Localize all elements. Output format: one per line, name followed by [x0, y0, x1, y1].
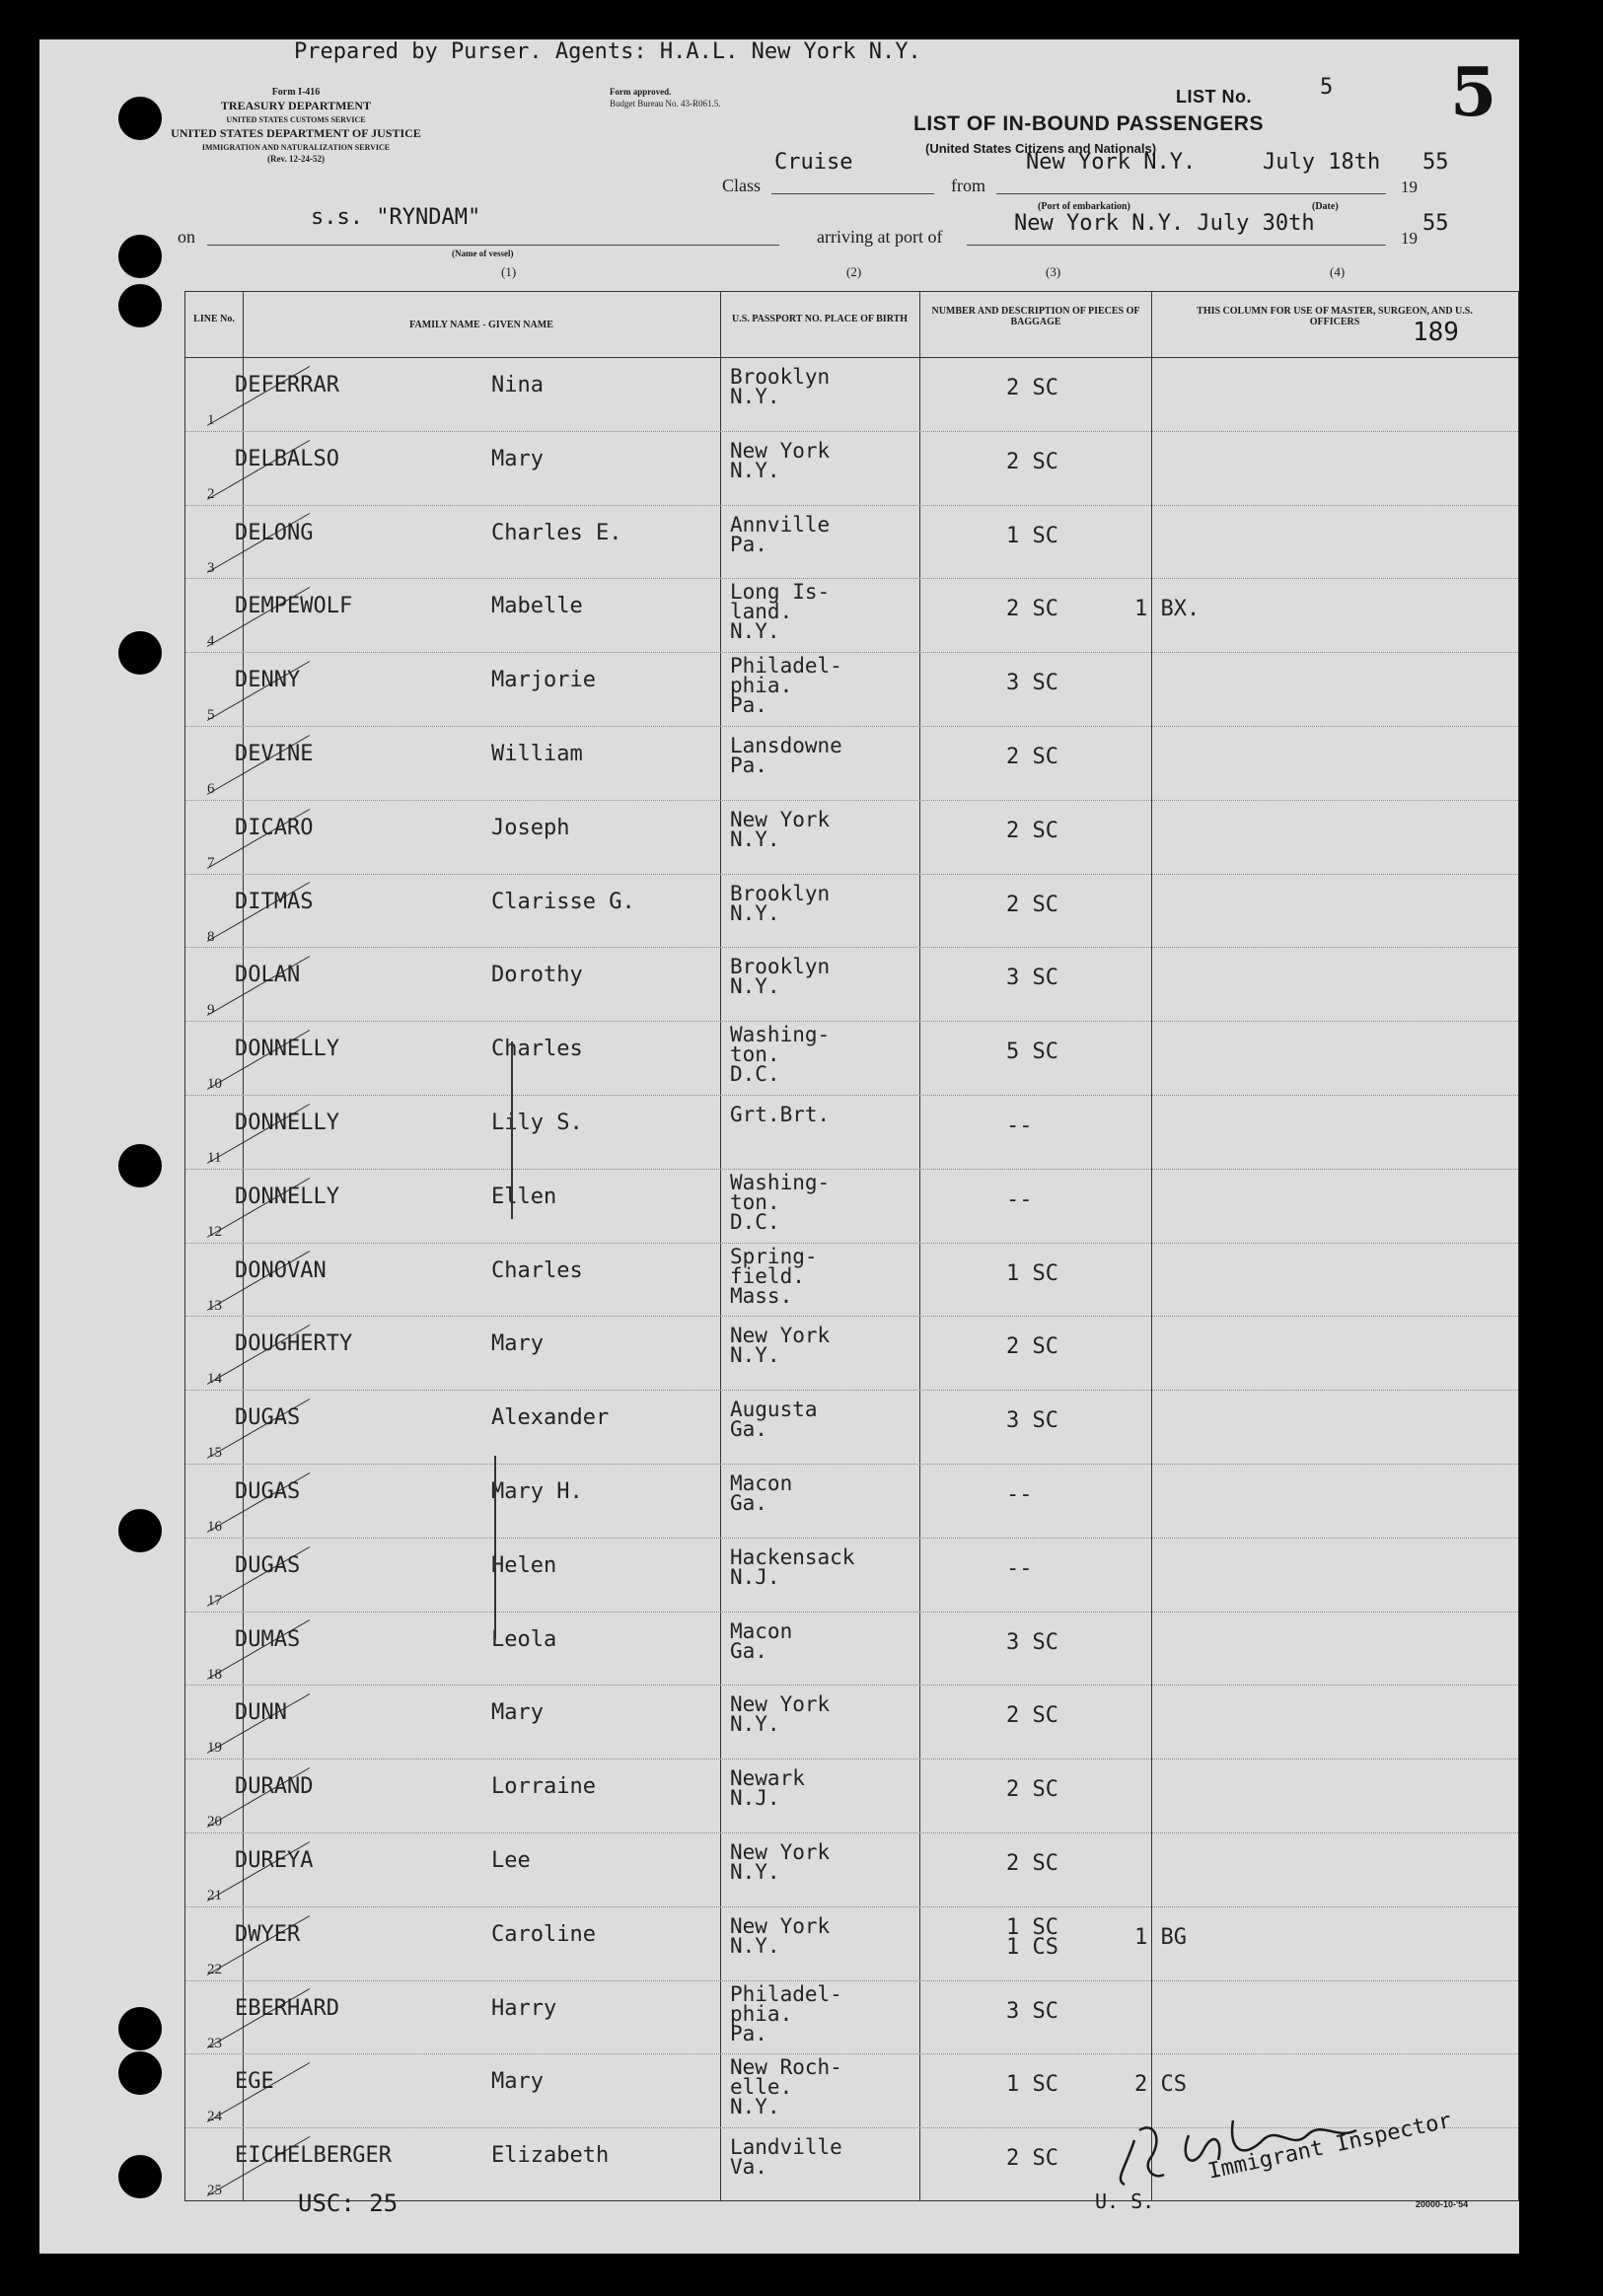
family-name: EICHELBERGER: [235, 2143, 392, 2169]
table-row: [185, 1980, 1518, 2054]
line-number: 25: [207, 2183, 222, 2199]
given-name: Harry: [491, 1995, 557, 2021]
baggage: 2 SC: [1006, 745, 1058, 769]
table-row: [185, 1316, 1518, 1390]
given-name: William: [491, 742, 583, 766]
place-of-birth: New York N.Y.: [730, 1840, 831, 1884]
baggage: --: [1006, 1113, 1033, 1138]
place-of-birth: New York N.Y.: [730, 438, 831, 482]
place-of-birth: Brooklyn N.Y.: [730, 955, 831, 999]
col-4-label: (4): [1330, 264, 1346, 279]
line-number: 12: [207, 1223, 222, 1240]
table-row: [185, 1832, 1518, 1906]
arriving-year: 55: [1422, 211, 1449, 236]
family-name: DENNY: [235, 668, 301, 693]
line-number: 24: [207, 2109, 222, 2125]
dept-treasury: TREASURY DEPARTMENT: [220, 99, 372, 112]
punch-hole: [118, 2051, 162, 2095]
line-number: 2: [207, 485, 215, 502]
header-line-no: LINE No.: [193, 314, 235, 324]
inspector-title: Immigrant Inspector: [1205, 2108, 1454, 2185]
place-of-birth: Augusta Ga.: [730, 1398, 818, 1442]
family-name: DOLAN: [235, 963, 301, 988]
arriving-port: New York N.Y. July 30th: [1014, 211, 1315, 236]
from-port: New York N.Y.: [1026, 150, 1197, 175]
family-name: DUGAS: [235, 1405, 301, 1431]
given-name: Marjorie: [491, 668, 596, 693]
place-of-birth: Brooklyn N.Y.: [730, 365, 831, 408]
header-baggage: NUMBER AND DESCRIPTION OF PIECES OF BAGGAGE: [931, 306, 1140, 327]
given-name: Mary: [491, 2069, 544, 2095]
given-name: Lee: [491, 1848, 531, 1873]
line-number: 1: [207, 412, 215, 428]
baggage: 2 SC: [1006, 892, 1058, 917]
place-of-birth: Spring- field. Mass.: [730, 1244, 818, 1308]
baggage: 3 SC: [1006, 1408, 1058, 1434]
baggage: 2 SC: [1006, 1334, 1058, 1360]
family-name: DOUGHERTY: [235, 1331, 353, 1357]
baggage: 1 SC: [1006, 2072, 1058, 2098]
baggage: 3 SC: [1006, 1998, 1058, 2024]
arriving-label: arriving at port of: [817, 227, 943, 247]
family-name: DWYER: [235, 1921, 301, 1947]
place-of-birth: Philadel- phia. Pa.: [730, 654, 842, 718]
given-name: Caroline: [491, 1921, 596, 1947]
line-number: 10: [207, 1076, 222, 1093]
family-name: DEMPEWOLF: [235, 594, 353, 619]
line-number: 3: [207, 559, 215, 576]
baggage: 3 SC: [1006, 966, 1058, 991]
given-name: Leola: [491, 1626, 557, 1652]
family-name: DUMAS: [235, 1626, 301, 1652]
family-name: EBERHARD: [235, 1995, 339, 2021]
baggage: --: [1006, 1482, 1033, 1507]
given-name: Mary: [491, 1331, 544, 1357]
family-bracket: [511, 1041, 513, 1219]
table-row: [185, 800, 1518, 874]
table-row: [185, 431, 1518, 505]
dept-customs: UNITED STATES CUSTOMS SERVICE: [226, 115, 366, 124]
usc-count: USC: 25: [298, 2189, 399, 2217]
line-number: 20: [207, 1814, 222, 1830]
table-row: [185, 1685, 1518, 1758]
place-of-birth: Annville Pa.: [730, 512, 831, 556]
class-value: Cruise: [774, 150, 853, 175]
dept-ins: IMMIGRATION AND NATURALIZATION SERVICE: [201, 143, 391, 152]
budget-bureau: Budget Bureau No. 43-R061.5.: [610, 99, 721, 108]
given-name: Charles E.: [491, 520, 622, 545]
list-no-stamp: 5: [1450, 53, 1497, 132]
line-number: 7: [207, 854, 215, 871]
punch-hole: [118, 235, 162, 278]
place-of-birth: Philadel- phia. Pa.: [730, 1981, 842, 2045]
line-number: 22: [207, 1961, 222, 1977]
given-name: Charles: [491, 1037, 583, 1062]
place-of-birth: New York N.Y.: [730, 1324, 831, 1368]
place-of-birth: Brooklyn N.Y.: [730, 881, 831, 925]
family-name: DONNELLY: [235, 1037, 339, 1062]
place-of-birth: Hackensack N.J.: [730, 1544, 855, 1589]
table-row: [185, 1021, 1518, 1095]
line-number: 16: [207, 1519, 222, 1535]
baggage: 3 SC: [1006, 1629, 1058, 1655]
baggage: 2 SC: [1006, 818, 1058, 843]
place-of-birth: Macon Ga.: [730, 1618, 793, 1663]
baggage: --: [1006, 1555, 1033, 1581]
punch-hole: [118, 2155, 162, 2198]
punch-hole: [118, 1509, 162, 1552]
family-name: DEVINE: [235, 742, 314, 766]
given-name: Charles: [491, 1257, 583, 1283]
table-row: [185, 726, 1518, 800]
punch-hole: [118, 284, 162, 327]
table-row: [185, 947, 1518, 1021]
place-of-birth: New York N.Y.: [730, 1692, 831, 1737]
given-name: Ellen: [491, 1184, 557, 1209]
baggage-extra: 2 CS: [1134, 2072, 1187, 2098]
header-passport: U.S. PASSPORT NO. PLACE OF BIRTH: [731, 314, 909, 324]
family-bracket: [494, 1456, 496, 1639]
line-number: 18: [207, 1666, 222, 1683]
line-number: 14: [207, 1371, 222, 1388]
baggage: 2 SC: [1006, 1703, 1058, 1729]
line-number: 15: [207, 1445, 222, 1462]
place-of-birth: New York N.Y.: [730, 1913, 831, 1958]
year-prefix-2: 19: [1401, 229, 1418, 248]
table-row: [185, 1464, 1518, 1538]
place-of-birth: Macon Ga.: [730, 1471, 793, 1515]
punch-hole: [118, 1144, 162, 1187]
baggage: 2 SC: [1006, 1777, 1058, 1803]
punch-hole: [118, 2007, 162, 2050]
line-number: 23: [207, 2035, 222, 2051]
place-of-birth: New Roch- elle. N.Y.: [730, 2055, 842, 2119]
baggage: 1 SC: [1006, 523, 1058, 548]
class-label: Class: [722, 176, 762, 195]
baggage-extra: 1 BX.: [1134, 597, 1201, 622]
place-of-birth: Long Is- land. N.Y.: [730, 580, 831, 644]
baggage: 1 SC: [1006, 1260, 1058, 1286]
table-row: [185, 505, 1518, 579]
place-of-birth: Landville Va.: [730, 2135, 842, 2180]
vessel-name: s.s. "RYNDAM": [311, 205, 481, 230]
family-name: DUREYA: [235, 1848, 314, 1873]
baggage: 2 SC: [1006, 597, 1058, 622]
table-row: [185, 357, 1518, 431]
form-subtitle: (United States Citizens and Nationals): [925, 141, 1157, 156]
given-name: Lorraine: [491, 1774, 596, 1800]
given-name: Nina: [491, 373, 544, 397]
page-number: 189: [1413, 318, 1459, 347]
line-number: 8: [207, 928, 215, 945]
line-number: 19: [207, 1740, 222, 1757]
family-name: DUGAS: [235, 1479, 301, 1504]
table-row: [185, 578, 1518, 652]
table-row: [185, 1095, 1518, 1169]
table-row: [185, 1612, 1518, 1686]
baggage: 2 SC: [1006, 1851, 1058, 1876]
table-row: [185, 652, 1518, 726]
date-label: (Date): [1312, 201, 1339, 212]
place-of-birth: Lansdowne Pa.: [730, 734, 842, 777]
given-name: Lily S.: [491, 1111, 583, 1135]
table-row: [185, 1243, 1518, 1317]
place-of-birth: Washing- ton. D.C.: [730, 1023, 831, 1087]
family-name: DEFERRAR: [235, 373, 339, 397]
port-embark-label: (Port of embarkation): [1038, 201, 1130, 212]
line-number: 21: [207, 1888, 222, 1903]
family-name: DONNELLY: [235, 1184, 339, 1209]
col-1-label: (1): [501, 264, 517, 279]
list-no-label: LIST No.: [1176, 87, 1252, 107]
family-name: DONNELLY: [235, 1111, 339, 1135]
passenger-table: [184, 291, 1519, 2201]
print-code: 20000-10-'54: [1416, 2199, 1469, 2209]
col-3-label: (3): [1046, 264, 1061, 279]
line-number: 6: [207, 781, 215, 797]
table-row: [185, 1538, 1518, 1612]
place-of-birth: New York N.Y.: [730, 807, 831, 851]
family-name: DELBALSO: [235, 446, 339, 471]
baggage: 1 SC 1 CS: [1006, 1914, 1058, 1960]
line-number: 9: [207, 1002, 215, 1019]
place-of-birth: Washing- ton. D.C.: [730, 1170, 831, 1234]
revision: (Rev. 12-24-52): [267, 154, 325, 164]
baggage-extra: 1 BG: [1134, 1924, 1187, 1950]
table-row: [185, 874, 1518, 948]
given-name: Helen: [491, 1552, 557, 1578]
given-name: Dorothy: [491, 963, 583, 988]
col-2-label: (2): [846, 264, 862, 279]
us-label: U. S.: [1095, 2189, 1155, 2213]
form-approved: Form approved.: [610, 87, 672, 97]
punch-hole: [118, 631, 162, 675]
table-row: [185, 1758, 1518, 1832]
vessel-label: (Name of vessel): [452, 249, 514, 258]
year-prefix: 19: [1401, 178, 1418, 196]
on-label: on: [178, 227, 195, 247]
given-name: Joseph: [491, 815, 570, 840]
baggage: 2 SC: [1006, 376, 1058, 400]
dept-justice: UNITED STATES DEPARTMENT OF JUSTICE: [171, 126, 421, 140]
line-number: 11: [207, 1150, 222, 1166]
given-name: Mary H.: [491, 1479, 583, 1504]
family-name: DONOVAN: [235, 1257, 327, 1283]
baggage: 5 SC: [1006, 1040, 1058, 1065]
family-name: DICARO: [235, 815, 314, 840]
given-name: Alexander: [491, 1405, 610, 1431]
table-row: [185, 1906, 1518, 1980]
line-number: 4: [207, 633, 215, 650]
place-of-birth: Grt.Brt.: [730, 1103, 831, 1126]
form-number: Form I-416: [271, 87, 321, 98]
list-no: 5: [1320, 75, 1334, 100]
given-name: Mabelle: [491, 594, 583, 619]
baggage: 2 SC: [1006, 449, 1058, 474]
baggage: --: [1006, 1186, 1033, 1212]
family-name: DUGAS: [235, 1552, 301, 1578]
place-of-birth: Newark N.J.: [730, 1766, 805, 1811]
manifest-page: [39, 39, 1519, 2254]
line-number: 17: [207, 1592, 222, 1609]
family-name: DURAND: [235, 1774, 314, 1800]
baggage: 3 SC: [1006, 671, 1058, 696]
from-label: from: [951, 176, 985, 195]
header-name: FAMILY NAME - GIVEN NAME: [409, 320, 553, 330]
prepared-by: Prepared by Purser. Agents: H.A.L. New York N.Y.: [294, 39, 921, 64]
given-name: Elizabeth: [491, 2143, 610, 2169]
family-name: EGE: [235, 2069, 274, 2095]
family-name: DELONG: [235, 520, 314, 545]
family-name: DUNN: [235, 1700, 287, 1726]
line-number: 13: [207, 1297, 222, 1314]
table-row: [185, 1390, 1518, 1464]
table-row: [185, 1169, 1518, 1243]
baggage: 2 SC: [1006, 2146, 1058, 2172]
form-title: LIST OF IN-BOUND PASSENGERS: [913, 112, 1264, 135]
given-name: Mary: [491, 446, 544, 471]
from-year: 55: [1422, 150, 1449, 175]
line-number: 5: [207, 707, 215, 724]
from-date: July 18th: [1263, 150, 1381, 175]
given-name: Mary: [491, 1700, 544, 1726]
header-officers: THIS COLUMN FOR USE OF MASTER, SURGEON, AND U.S. OFFICERS: [1197, 306, 1473, 327]
family-name: DITMAS: [235, 889, 314, 914]
given-name: Clarisse G.: [491, 889, 635, 914]
